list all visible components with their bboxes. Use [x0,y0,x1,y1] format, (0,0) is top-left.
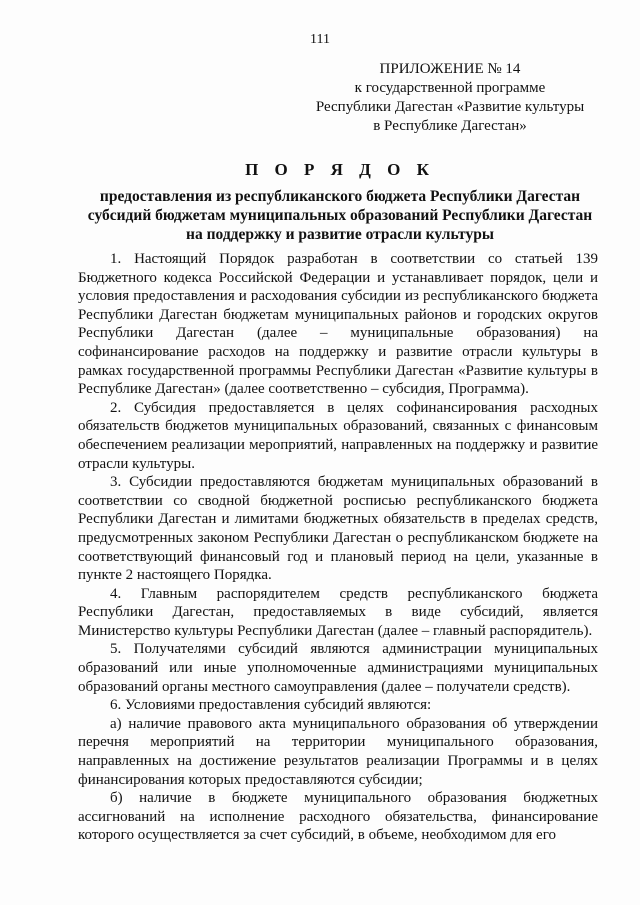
paragraph-6a: а) наличие правового акта муниципального образования об утверждении перечня мероприятий на территории муниципального образования, направленных на достижение результатов реализации Программы и в целях финансирования которых предоставляются субсидии; [78,715,598,788]
page-number: 111 [310,32,330,47]
title-heading: П О Р Я Д О К [245,160,435,179]
annex-line: Республики Дагестан «Развитие культуры [315,99,585,115]
title-line: субсидий бюджетам муниципальных образований Республики Дагестан [87,207,593,224]
paragraph-6: 6. Условиями предоставления субсидий являются: [110,697,432,714]
annex-header [300,60,600,136]
document-title [60,160,620,244]
title-line: предоставления из республиканского бюджета Республики Дагестан [99,188,581,205]
title-line: на поддержку и развитие отрасли культуры [186,226,494,243]
paragraph-5: 5. Получателями субсидий являются администрации муниципальных образований или иные уполномоченные администрациями муниципальных образований органы местного самоуправления (далее – получатели средств). [78,641,598,695]
annex-title: ПРИЛОЖЕНИЕ № 14 [379,61,521,77]
paragraph-1: 1. Настоящий Порядок разработан в соответствии со статьей 139 Бюджетного кодекса Российской Федерации и устанавливает порядок, цели и условия предоставления и расходования субсидии из республиканского бюджета Республики Дагестан бюджетам муниципальных районов и городских округов Республики Дагестан (далее – муниципальные образования) на софинансирование расходов на поддержку и развитие отрасли культуры в рамках государственной программы Республики Дагестан «Развитие культуры в Республике Дагестан» (далее соответственно – субсидия, Программа). [78,251,598,398]
paragraph-2: 2. Субсидия предоставляется в целях софинансирования расходных обязательств бюджетов муниципальных образований, связанных с финансовым обеспечением реализации мероприятий, направленных на поддержку и развитие отрасли культуры. [78,399,598,472]
paragraph-3: 3. Субсидии предоставляются бюджетам муниципальных образований в соответствии со сводной бюджетной росписью республиканского бюджета Республики Дагестан и лимитами бюджетных обязательств в пределах средств, предусмотренных законом Республики Дагестан о республиканском бюджете на соответствующий финансовый год и плановый период на цели, указанные в пункте 2 настоящего Порядка. [78,474,598,584]
annex-line: к государственной программе [354,80,546,96]
paragraph-6b: б) наличие в бюджете муниципального образования бюджетных ассигнований на исполнение расходного обязательства, финансирование которого осуществляется за счет субсидий, в объеме, необходимом для его [78,790,598,844]
document-body [78,250,598,845]
annex-line: в Республике Дагестан» [373,118,527,134]
paragraph-4: 4. Главным распорядителем средств республиканского бюджета Республики Дагестан, предоставляемых в виде субсидий, является Министерство культуры Республики Дагестан (далее – главный распорядитель). [78,585,598,639]
